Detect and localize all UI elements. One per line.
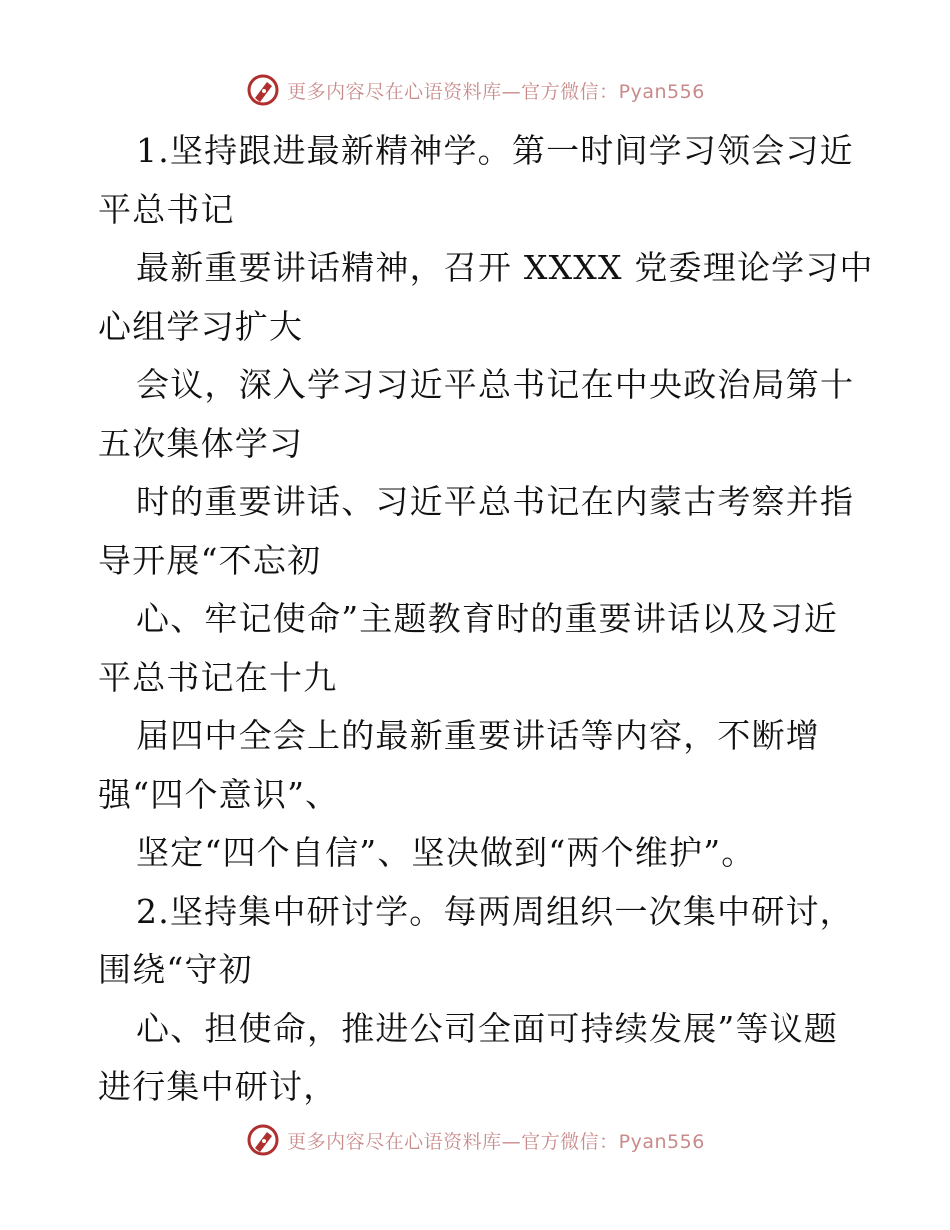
text-line: 平总书记在十九 (98, 657, 338, 697)
text-line: 最新重要讲话精神，召开 XXXX 党委理论学习中 (136, 248, 874, 287)
text-line: 2.坚持集中研讨学。每两周组织一次集中研讨， (136, 891, 854, 931)
text-line: 导开展“不忘初 (98, 540, 322, 580)
document-body (98, 122, 874, 1117)
text-line: 会议，深入学习习近平总书记在中央政治局第十 (136, 365, 855, 404)
text-line: 五次集体学习 (98, 423, 304, 463)
watermark-text: 更多内容尽在心语资料库—官方微信：Pyan556 (287, 80, 705, 103)
watermark-text: 更多内容尽在心语资料库—官方微信：Pyan556 (287, 1130, 705, 1153)
text-line: 进行集中研讨， (98, 1067, 338, 1106)
pen-nib-logo-icon (245, 72, 281, 108)
text-line: 届四中全会上的最新重要讲话等内容，不断增 (136, 716, 820, 755)
text-line: 心、牢记使命”主题教育时的重要讲话以及习近 (136, 599, 839, 638)
text-line: 心组学习扩大 (98, 306, 304, 346)
text-line: 围绕“守初 (98, 950, 253, 989)
text-line: 心、担使命，推进公司全面可持续发展”等议题 (136, 1008, 839, 1048)
text-line: 时的重要讲话、习近平总书记在内蒙古考察并指 (136, 482, 855, 521)
text-line: 平总书记 (98, 189, 235, 229)
pen-nib-logo-icon (245, 1122, 281, 1158)
text-line: 强“四个意识”、 (98, 774, 340, 814)
text-line: 1.坚持跟进最新精神学。第一时间学习领会习近 (136, 131, 854, 170)
header-watermark (0, 70, 950, 110)
text-line: 坚定“四个自信”、坚决做到“两个维护”。 (136, 833, 756, 872)
footer-watermark (0, 1120, 950, 1160)
